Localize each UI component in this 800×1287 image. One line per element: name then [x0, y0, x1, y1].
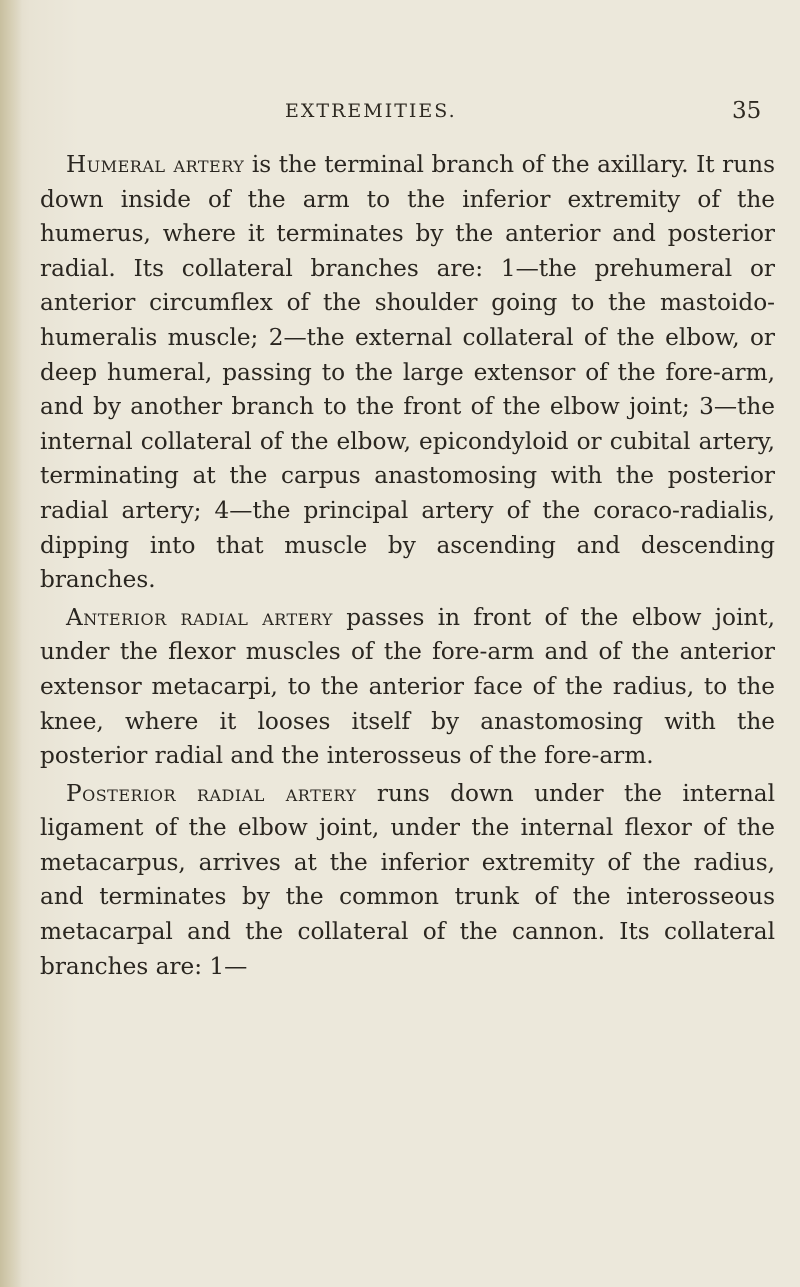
paragraph-posterior-radial-artery	[40, 777, 775, 985]
paragraph-humeral-artery	[40, 148, 775, 598]
page-number: 35	[732, 98, 762, 124]
paragraph-body: runs down under the internal ligament of the elbow joint, under the internal flexor of the metacarpus, arrives at the inferior extremity of the radius, and terminates by the common trunk of the interosseous metacarpal and the collateral of the cannon. Its collateral branches are: 1—	[40, 779, 775, 980]
paragraph-lead: Humeral artery	[66, 151, 245, 178]
paragraph-body: is the terminal branch of the axillary. It runs down inside of the arm to the inferior extremity of the humerus, where it terminates by the anterior and posterior radial. Its collateral branches are: 1—the prehumeral or anterior circumflex of the shoulder going to the mastoido-humeralis muscle; 2—the external collateral of the elbow, or deep humeral, passing to the large extensor of the fore-arm, and by another branch to the front of the elbow joint; 3—the internal collateral of the elbow, epicondyloid or cubital artery, terminating at the carpus anastomosing with the posterior radial artery; 4—the principal artery of the coraco-radialis, dipping into that muscle by ascending and descending branches.	[40, 151, 776, 594]
paragraph-lead: Anterior radial artery	[66, 603, 333, 631]
page-gutter	[0, 0, 22, 1287]
paragraph-body: passes in front of the elbow joint, under the flexor muscles of the fore-arm and of the anterior extensor metacarpi, to the anterior face of the radius, to the knee, where it looses itself by anastomosing with the posterior radial and the interosseus of the fore-arm.	[40, 603, 775, 770]
page-header	[0, 100, 800, 130]
paragraph-lead: Posterior radial artery	[66, 779, 357, 807]
running-title: EXTREMITIES.	[285, 100, 457, 122]
body-text	[40, 148, 775, 987]
paragraph-anterior-radial-artery	[40, 601, 775, 774]
